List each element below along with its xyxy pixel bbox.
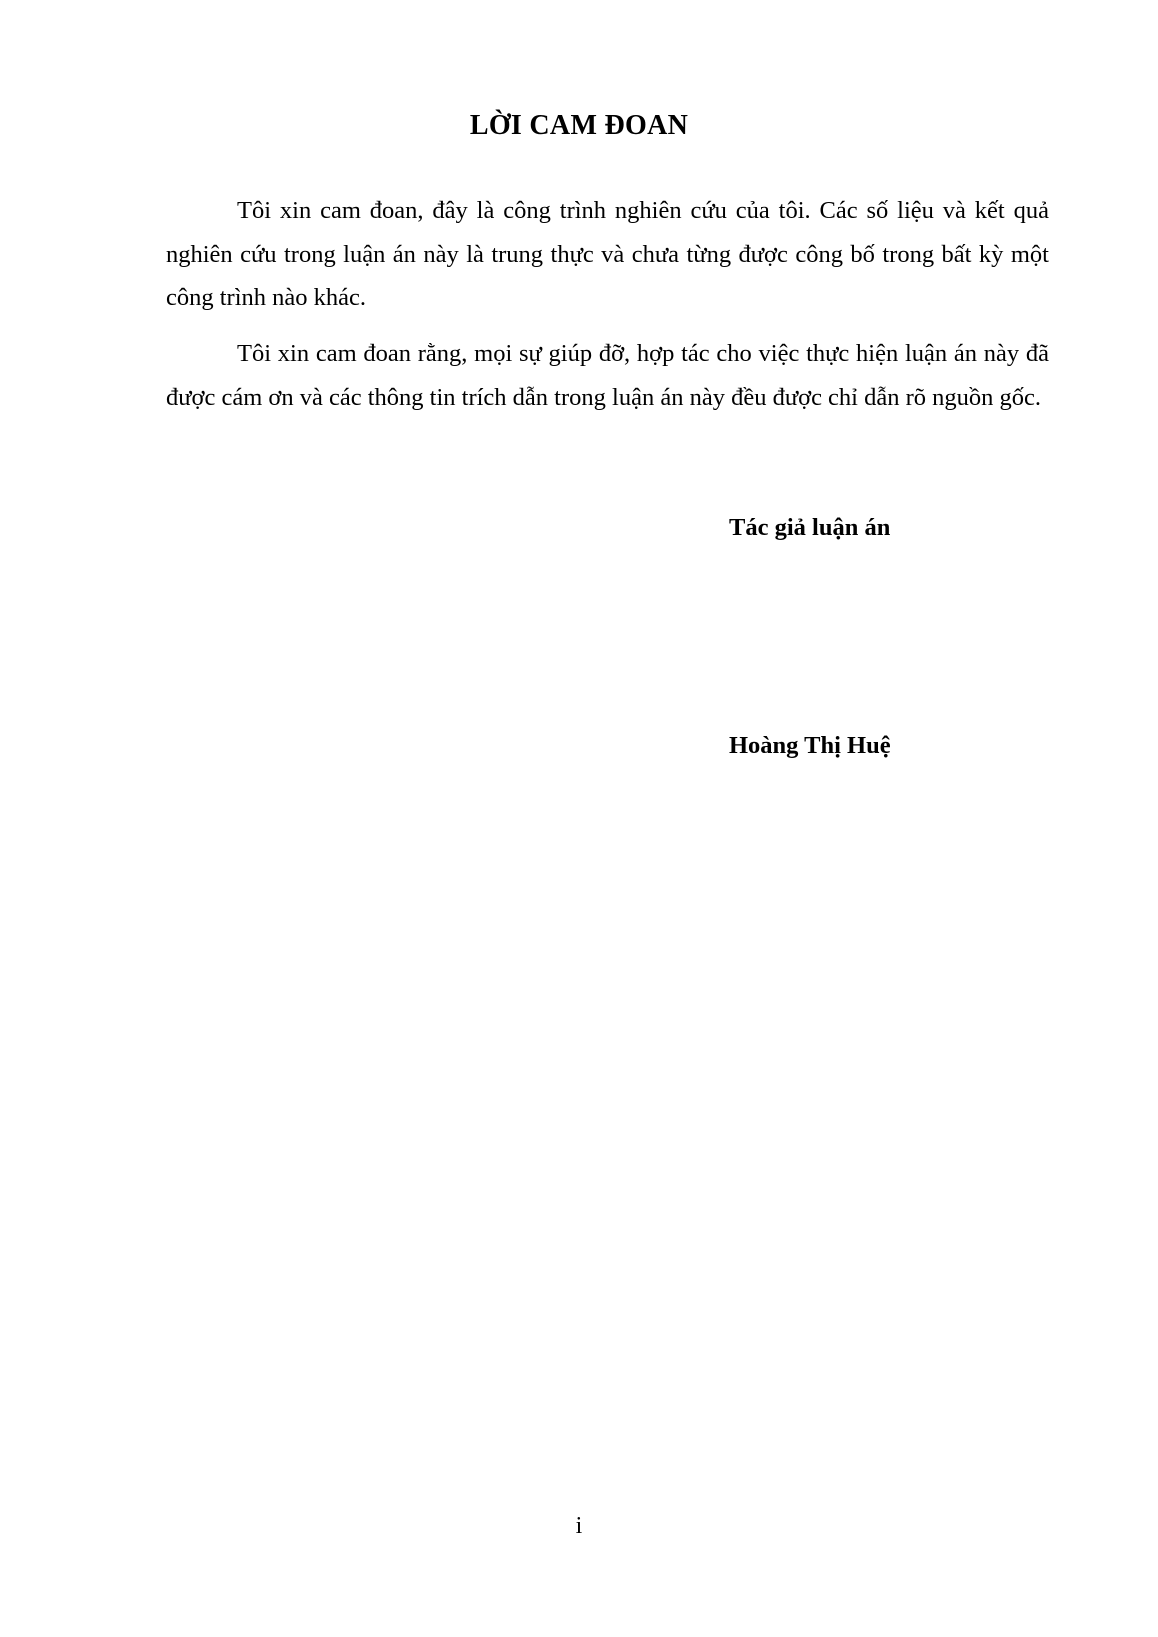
declaration-paragraph-2: Tôi xin cam đoan rằng, mọi sự giúp đỡ, hợp tác cho việc thực hiện luận án này đã được cám ơn và các thông tin trích dẫn trong luận án này đều được chỉ dẫn rõ nguồn gốc. xyxy=(166,340,1049,411)
page-title: LỜI CAM ĐOAN xyxy=(469,110,689,141)
signature-name: Hoàng Thị Huệ xyxy=(729,732,891,759)
declaration-paragraph-1: Tôi xin cam đoan, đây là công trình nghiên cứu của tôi. Các số liệu và kết quả nghiên cứu trong luận án này là trung thực và chưa từng được công bố trong bất kỳ một công trình nào khác. xyxy=(166,197,1049,311)
page-number: i xyxy=(575,1513,583,1539)
signature-role: Tác giả luận án xyxy=(729,514,891,541)
